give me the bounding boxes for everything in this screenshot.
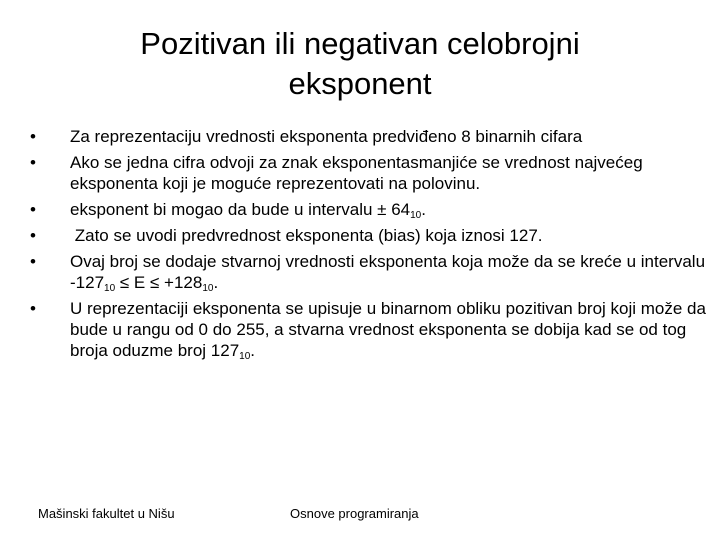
- title-line-2: eksponent: [288, 66, 432, 101]
- bullet-text: Zato se uvodi predvrednost eksponenta (bias) koja iznosi 127.: [70, 226, 543, 245]
- bullet-glyph: •: [30, 299, 36, 318]
- bullet-glyph: •: [30, 226, 36, 245]
- bullet-glyph: •: [30, 200, 36, 219]
- bullet-glyph: •: [30, 153, 36, 172]
- bullet-text-part: .: [250, 341, 256, 360]
- bullet-text: Za reprezentaciju vrednosti eksponenta predviđeno 8 binarnih cifara: [70, 127, 583, 146]
- bullet-text-part: eksponent bi mogao da bude u intervalu ± 64: [70, 200, 411, 219]
- bullet-text-part: ≤ E ≤ +128: [115, 273, 203, 292]
- bullet-item: [30, 152, 710, 194]
- subscript: 10: [202, 283, 214, 294]
- bullet-text-part: Ovaj broj se dodaje stvarnoj vrednosti eksponenta koja može da se kreće u intervalu -127: [70, 252, 706, 292]
- bullet-text-part: U reprezentaciji eksponenta se upisuje u binarnom obliku pozitivan broj koji može da bude u rangu od 0 do 255, a stvarna vrednost eksponenta se dobija kad se od tog broja oduzme broj 127: [70, 299, 706, 360]
- title-line-1: Pozitivan ili negativan celobrojni: [140, 26, 580, 61]
- bullet-text: Ako se jedna cifra odvoji za znak eksponentasmanjiće se vrednost najvećeg eksponenta koji je moguće reprezentovati na polovinu.: [70, 153, 643, 193]
- bullet-item: [30, 251, 710, 293]
- bullet-item: [30, 225, 710, 246]
- bullet-text: [70, 252, 705, 292]
- bullet-glyph: •: [30, 252, 36, 271]
- bullet-item: [30, 126, 710, 147]
- bullet-text-part: .: [421, 200, 426, 219]
- bullet-text: [70, 299, 706, 360]
- footer-institution: Mašinski fakultet u Nišu: [38, 506, 175, 521]
- bullet-list: [30, 126, 710, 366]
- subscript: 10: [410, 210, 422, 221]
- bullet-text: [70, 200, 426, 219]
- bullet-text-part: .: [213, 273, 219, 292]
- bullet-glyph: •: [30, 127, 36, 146]
- bullet-item: [30, 298, 710, 361]
- slide-title: [60, 24, 660, 104]
- bullet-item: [30, 199, 710, 220]
- subscript: 10: [239, 351, 251, 362]
- footer-course: Osnove programiranja: [290, 506, 419, 521]
- subscript: 10: [104, 283, 116, 294]
